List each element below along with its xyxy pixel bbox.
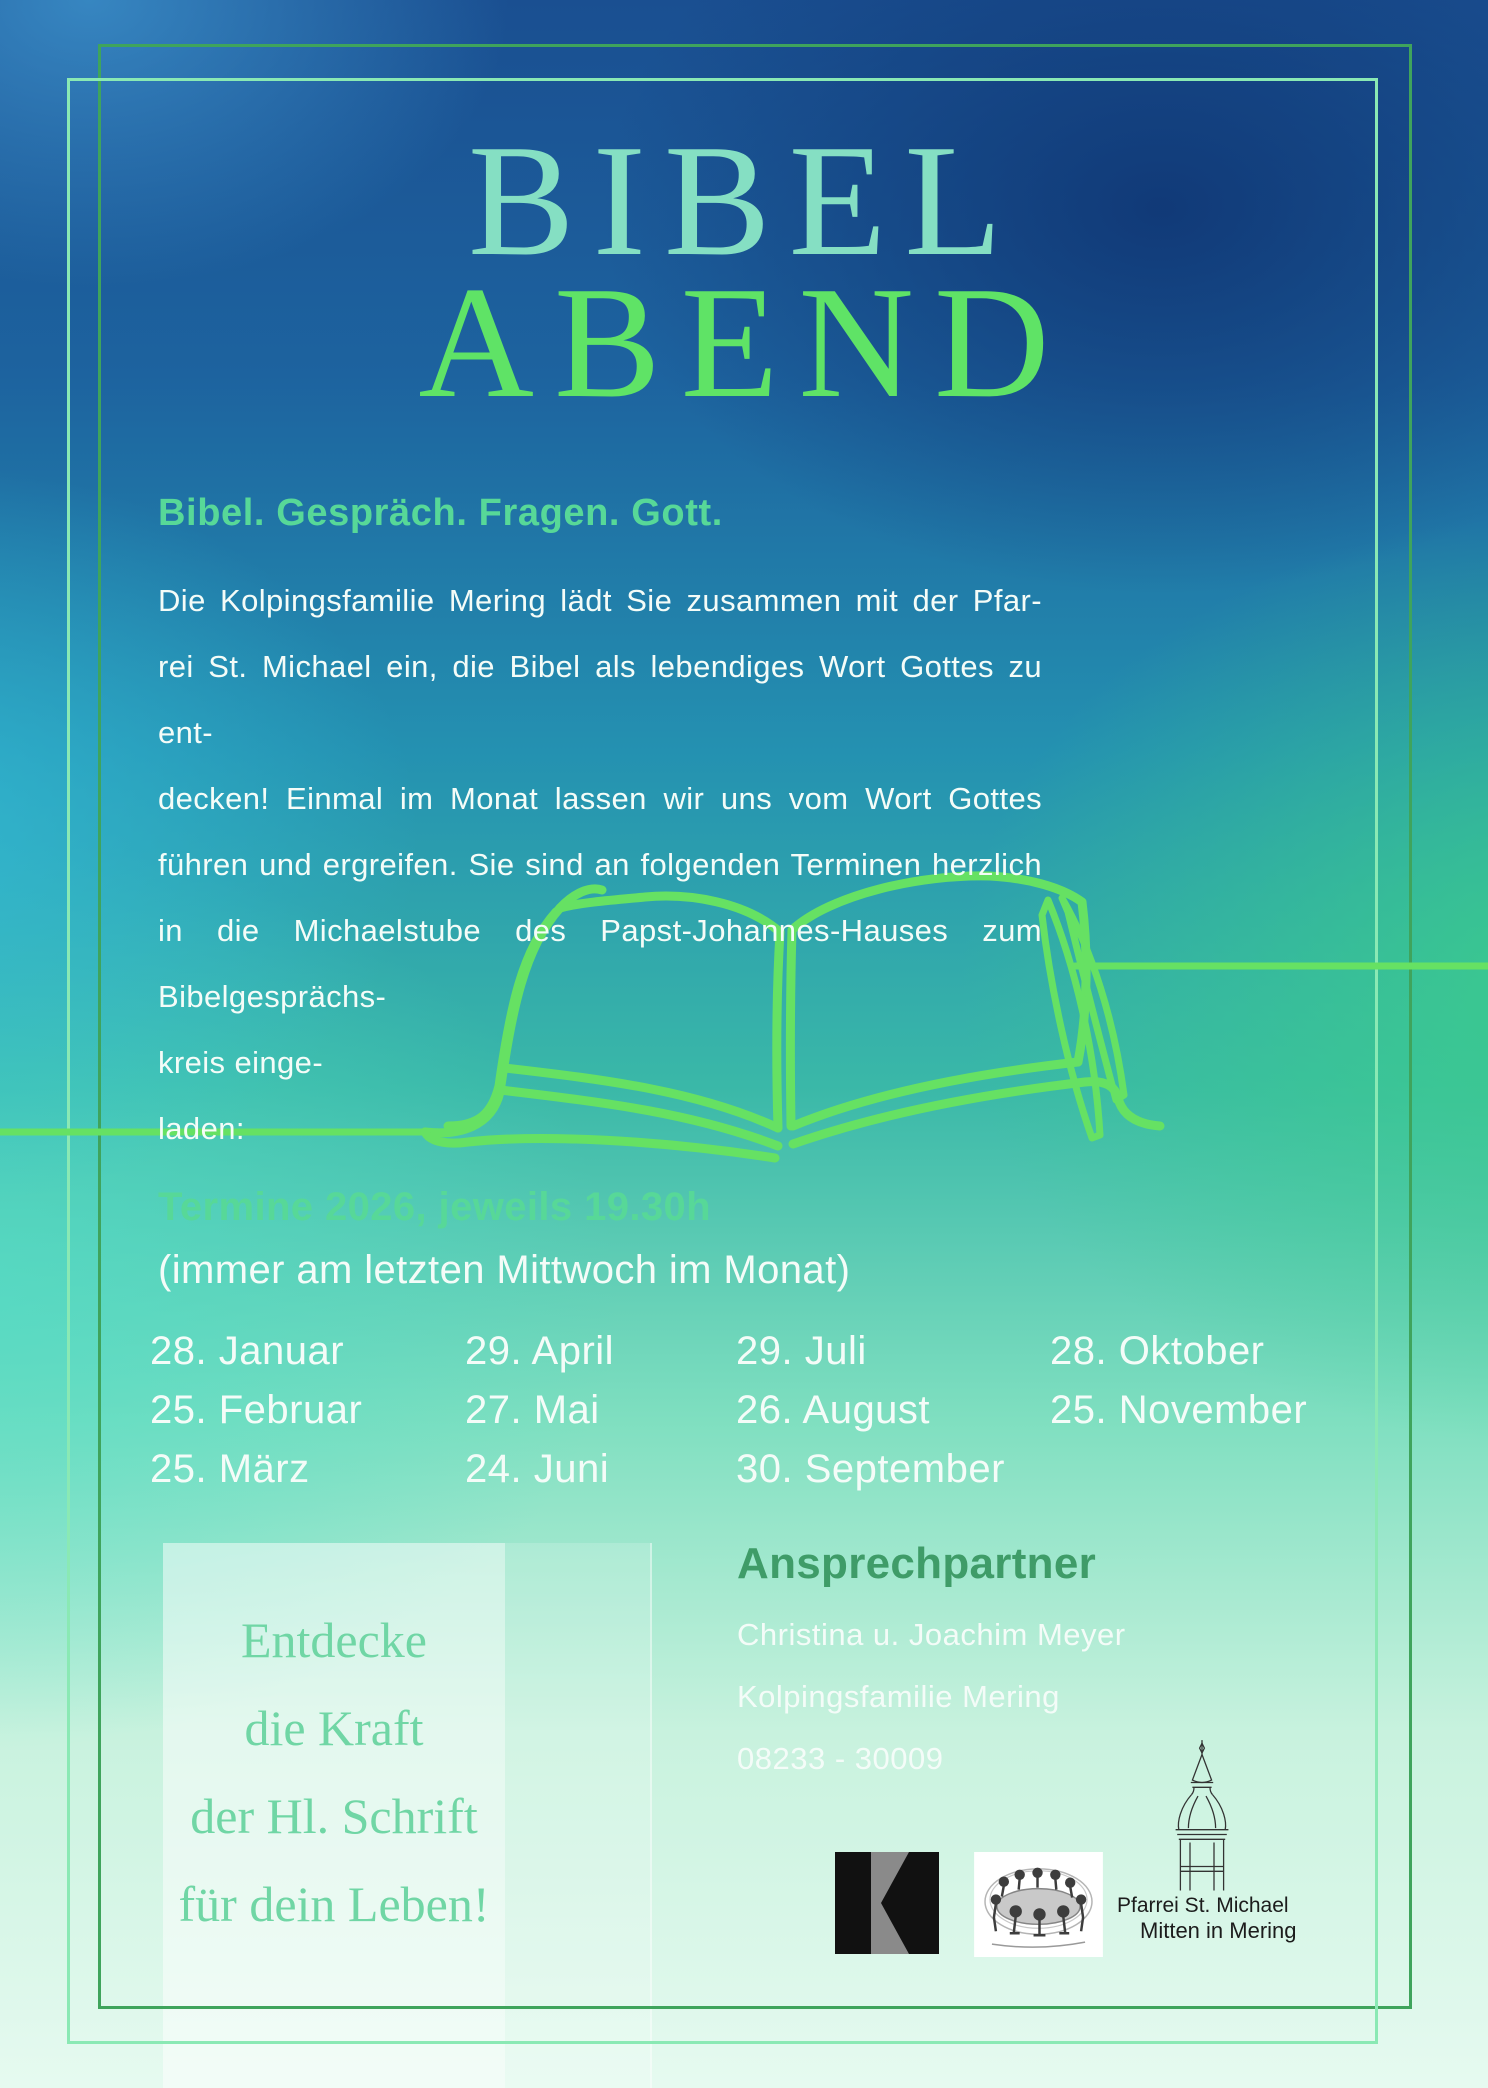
parish-name: Pfarrei St. Michael xyxy=(1117,1894,1289,1917)
intro-line: kreis einge- xyxy=(158,1045,324,1080)
quote-text xyxy=(147,1596,521,1948)
date-column-1 xyxy=(150,1322,362,1499)
date-item: 27. Mai xyxy=(465,1388,600,1432)
subtitle: Bibel. Gespräch. Fragen. Gott. xyxy=(158,492,723,534)
date-item: 28. Januar xyxy=(150,1329,345,1373)
contact-line: 08233 - 30009 xyxy=(737,1741,944,1776)
date-item: 24. Juni xyxy=(465,1447,610,1491)
contact-line: Kolpingsfamilie Mering xyxy=(737,1679,1060,1714)
date-item: 25. März xyxy=(150,1447,310,1491)
date-item: 28. Oktober xyxy=(1050,1329,1265,1373)
quote-line: Entdecke xyxy=(240,1612,427,1668)
quote-line: die Kraft xyxy=(244,1700,424,1756)
quote-line: für dein Leben! xyxy=(178,1876,490,1932)
date-item: 29. April xyxy=(465,1329,615,1373)
date-item: 29. Juli xyxy=(736,1329,867,1373)
quote-line: der Hl. Schrift xyxy=(190,1788,478,1844)
kolping-k-logo-icon xyxy=(834,1852,940,1954)
date-column-2 xyxy=(465,1322,614,1499)
intro-line: in die Michaelstube des Papst-Johannes-Hauses zum xyxy=(158,913,1042,948)
contact-line: Christina u. Joachim Meyer xyxy=(737,1617,1126,1652)
date-item: 25. November xyxy=(1050,1388,1308,1432)
intro-paragraph xyxy=(158,568,1042,1162)
intro-line: laden: xyxy=(158,1111,245,1146)
title-line-2: ABEND xyxy=(418,253,1070,431)
contact-lines xyxy=(737,1604,1126,1790)
date-column-3 xyxy=(736,1322,1005,1499)
intro-line: Die Kolpingsfamilie Mering lädt Sie zusammen mit der Pfar- xyxy=(158,583,1042,618)
bible-circle-sketch-icon xyxy=(974,1852,1103,1957)
date-item: 26. August xyxy=(736,1388,931,1432)
church-tower-drawing-icon xyxy=(1166,1722,1238,1907)
intro-line: führen und ergreifen. Sie sind an folgenden Terminen herzlich xyxy=(158,847,1042,882)
date-item: 25. Februar xyxy=(150,1388,363,1432)
schedule-heading: Termine 2026, jeweils 19.30h xyxy=(158,1185,711,1229)
intro-line: Bibelgesprächs- xyxy=(158,979,387,1014)
date-column-4 xyxy=(1050,1322,1307,1440)
schedule-note: (immer am letzten Mittwoch im Monat) xyxy=(158,1248,851,1292)
intro-line: decken! Einmal im Monat lassen wir uns vom Wort Gottes xyxy=(158,781,1042,816)
parish-motto: Mitten in Mering xyxy=(1140,1918,1297,1943)
title-line-1: BIBEL xyxy=(467,111,1021,289)
date-item: 30. September xyxy=(736,1447,1005,1491)
contact-heading: Ansprechpartner xyxy=(737,1539,1097,1588)
intro-line: rei St. Michael ein, die Bibel als lebendiges Wort Gottes zu ent- xyxy=(158,649,1042,750)
